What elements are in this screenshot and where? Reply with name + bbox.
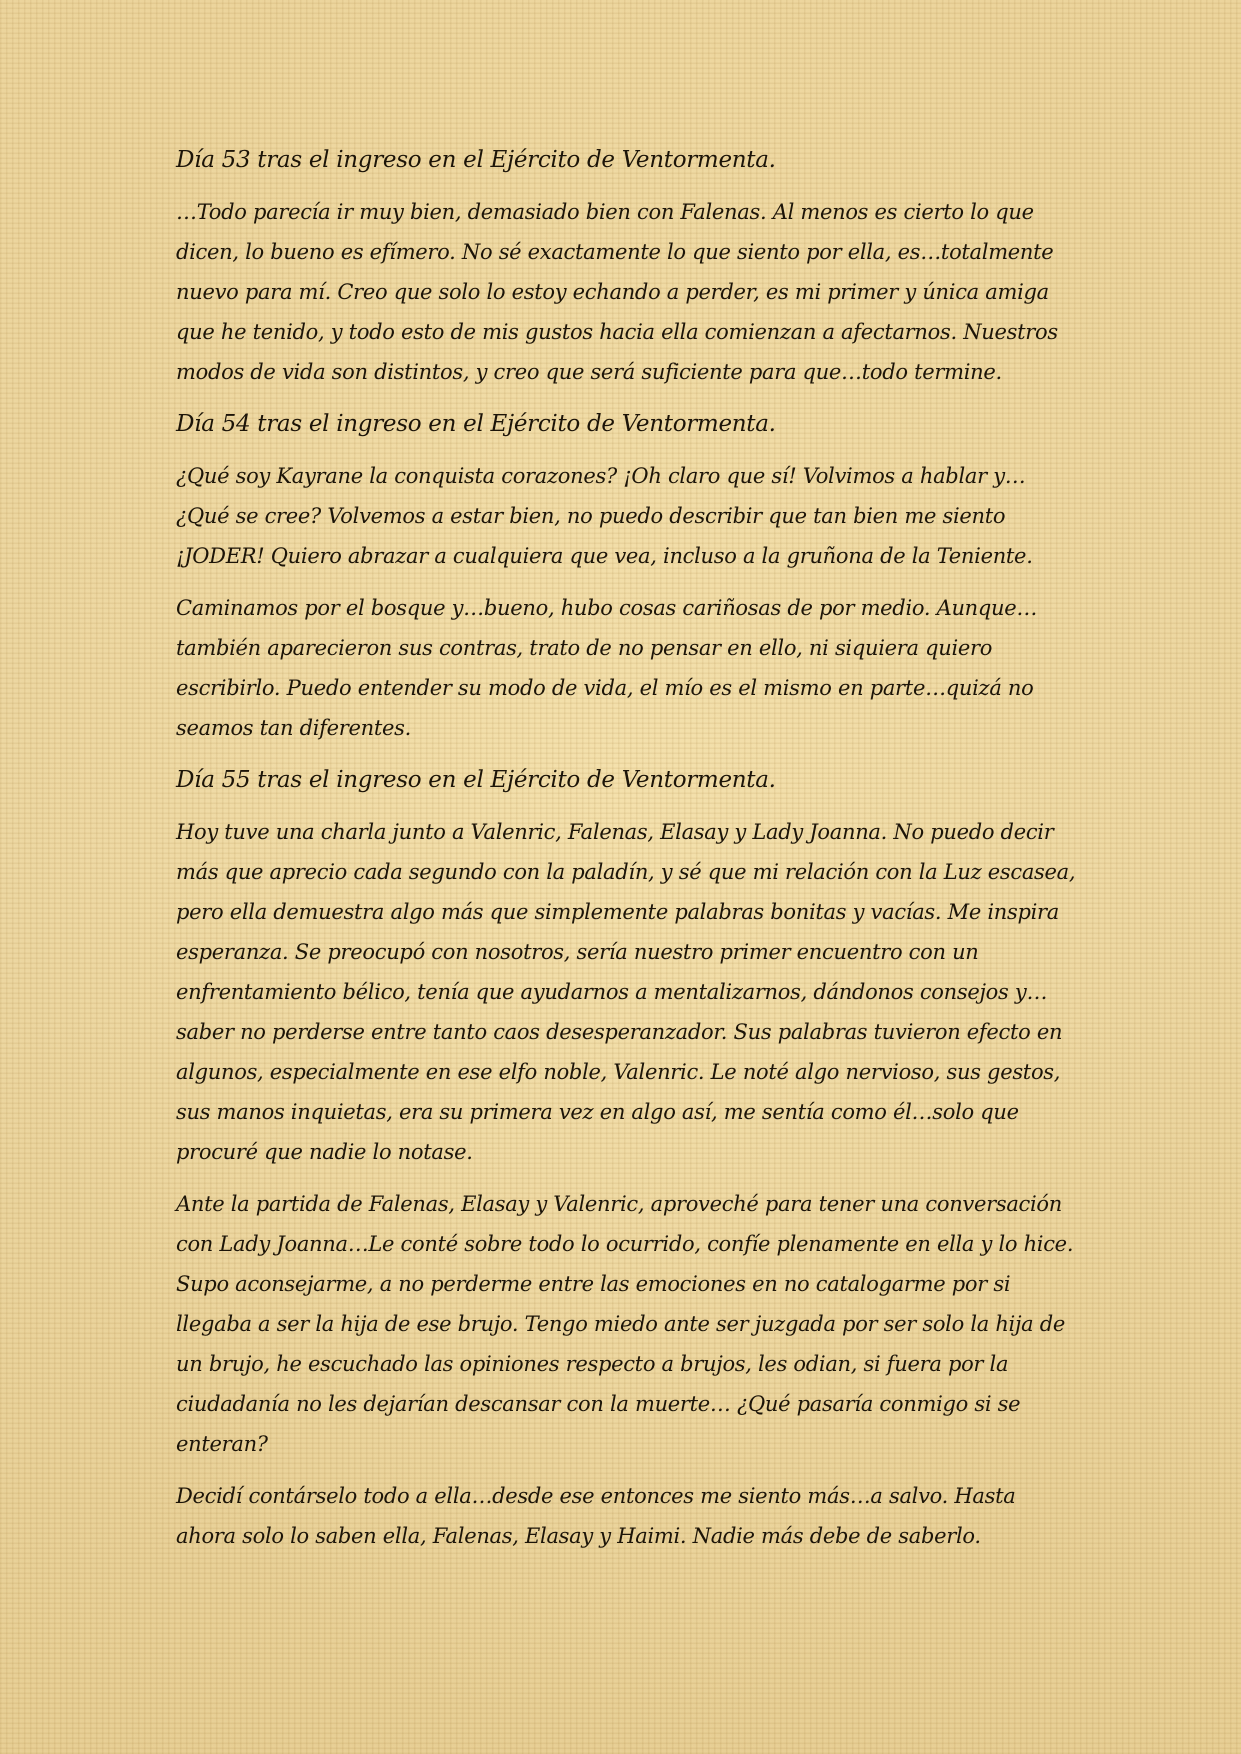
entry-paragraph: Ante la partida de Falenas, Elasay y Valenric, aproveché para tener una conversación con Lady Joanna…Le conté sobre todo lo ocurrido, confíe plenamente en ella y lo hice. Supo aconsejarme, a no perderme entre las emociones en no catalogarme por si llegaba a ser la hija de ese brujo. Tengo miedo ante ser juzgada por ser solo la hija de un brujo, he escuchado las opiniones respecto a brujos, les odian, si fuera por la ciudadanía no les dejarían descansar con la muerte… ¿Qué pasaría conmigo si se enteran? [176, 1192, 1074, 1456]
diary-entry [176, 760, 1076, 1556]
diary-page [176, 140, 1076, 1568]
diary-entry [176, 140, 1076, 392]
entry-paragraph: Caminamos por el bosque y…bueno, hubo cosas cariñosas de por medio. Aunque…también aparecieron sus contras, trato de no pensar en ello, ni siquiera quiero escribirlo. Puedo entender su modo de vida, el mío es el mismo en parte…quizá no seamos tan diferentes. [176, 596, 1038, 740]
diary-entry [176, 404, 1076, 748]
entry-heading: Día 53 tras el ingreso en el Ejército de Ventormenta. [176, 147, 776, 173]
entry-heading: Día 54 tras el ingreso en el Ejército de Ventormenta. [176, 411, 776, 437]
entry-paragraph: …Todo parecía ir muy bien, demasiado bien con Falenas. Al menos es cierto lo que dicen, lo bueno es efímero. No sé exactamente lo que siento por ella, es…totalmente nuevo para mí. Creo que solo lo estoy echando a perder, es mi primer y única amiga que he tenido, y todo esto de mis gustos hacia ella comienzan a afectarnos. Nuestros modos de vida son distintos, y creo que será suficiente para que…todo termine. [176, 200, 1058, 384]
entry-paragraph: Hoy tuve una charla junto a Valenric, Falenas, Elasay y Lady Joanna. No puedo decir más que aprecio cada segundo con la paladín, y sé que mi relación con la Luz escasea, pero ella demuestra algo más que simplemente palabras bonitas y vacías. Me inspira esperanza. Se preocupó con nosotros, sería nuestro primer encuentro con un enfrentamiento bélico, tenía que ayudarnos a mentalizarnos, dándonos consejos y…saber no perderse entre tanto caos desesperanzador. Sus palabras tuvieron efecto en algunos, especialmente en ese elfo noble, Valenric. Le noté algo nervioso, sus gestos, sus manos inquietas, era su primera vez en algo así, me sentía como él…solo que procuré que nadie lo notase. [176, 820, 1076, 1164]
entry-heading: Día 55 tras el ingreso en el Ejército de Ventormenta. [176, 767, 776, 793]
entry-paragraph: ¿Qué soy Kayrane la conquista corazones? ¡Oh claro que sí! Volvimos a hablar y… ¿Qué se cree? Volvemos a estar bien, no puedo describir que tan bien me siento ¡JODER! Quiero abrazar a cualquiera que vea, incluso a la gruñona de la Teniente. [176, 464, 1033, 568]
entry-paragraph: Decidí contárselo todo a ella…desde ese entonces me siento más…a salvo. Hasta ahora solo lo saben ella, Falenas, Elasay y Haimi. Nadie más debe de saberlo. [176, 1484, 1016, 1548]
